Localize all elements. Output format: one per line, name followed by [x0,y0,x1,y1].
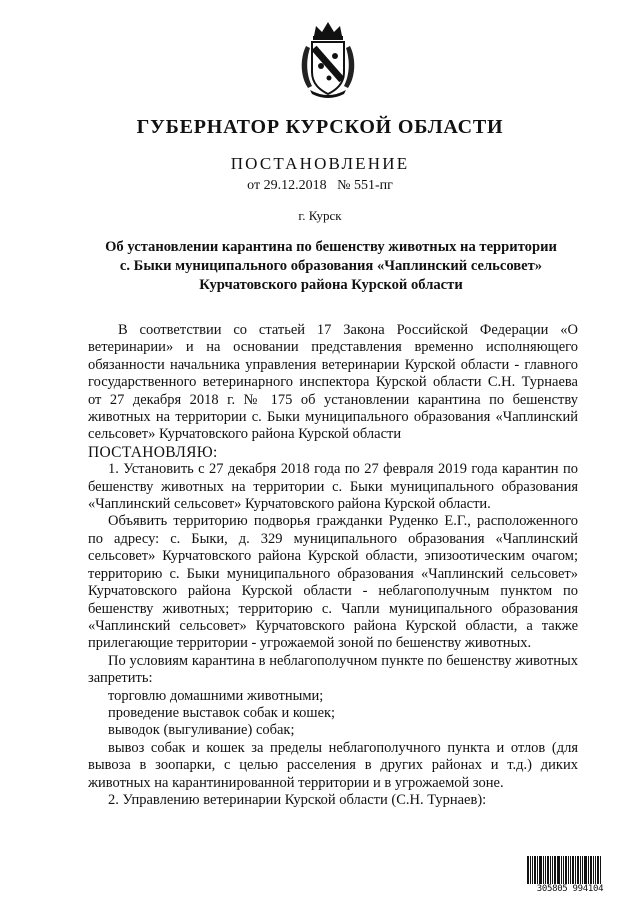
barcode-bar [600,856,601,884]
prohibition-item: выводок (выгуливание) собак; [108,722,295,739]
city-name: г. Курск [298,208,342,223]
heading-line: Курчатовского района Курской области [199,277,463,293]
barcode-bar [530,856,531,884]
document-heading [90,238,572,295]
barcode-bar [561,856,562,884]
barcode-bar [534,856,536,884]
barcode-bar [588,856,589,884]
document-type: ПОСТАНОВЛЕНИЕ [230,154,410,173]
authority-title: ГУБЕРНАТОР КУРСКОЙ ОБЛАСТИ [136,116,504,138]
barcode-bar [547,856,549,884]
barcode-bar [552,856,553,884]
clause-2-paragraph: 2. Управлению ветеринарии Курской области (С.Н. Турнаев): [108,791,487,808]
quarantine-zones-paragraph: Объявить территорию подворья гражданки Руденко Е.Г., расположенного по адресу: с. Быки, д. 329 муниципального образования «Чаплинский сельсовет» Курчатовского района Курской области, эпизоотическим очагом; территорию с. Быки муниципального образования «Чаплинский сельсовет» Курчатовского района Курской области - неблагополучным пунктом по бешенству животных; территорию с. Чапли муниципального образования «Чаплинский сельсовет» Курчатовского района Курской области, а также прилегающие территории - угрожаемой зоной по бешенству животных. [88,513,578,652]
barcode-bar [565,856,567,884]
resolve-word: ПОСТАНОВЛЯЮ: [88,443,218,461]
heading-line: Об установлении карантина по бешенству животных на территории [105,239,557,255]
barcode-bar [554,856,556,884]
barcode-bar [584,856,587,884]
coat-of-arms-emblem [296,18,360,98]
barcode-bar [543,856,544,884]
barcode-bar [595,856,596,884]
barcode-bar [570,856,571,884]
barcode-bar [582,856,583,884]
barcode-bar [557,856,560,884]
barcode-bar [539,856,542,884]
document-barcode [527,856,613,894]
barcode-bar [537,856,538,884]
barcode-bar [572,856,574,884]
document-body [88,322,578,809]
coat-of-arms-icon [296,18,360,98]
prohibitions-intro-paragraph: По условиям карантина в неблагополучном пункте по бешенству животных запретить: [88,652,578,687]
barcode-bar [575,856,576,884]
barcode-bar [597,856,599,884]
barcode-number: 305805 994104 [536,884,604,894]
barcode-bar [527,856,529,884]
barcode-bars [527,856,613,884]
barcode-bar [545,856,546,884]
prohibition-item: торговлю домашними животными; [108,687,324,704]
barcode-bar [577,856,579,884]
barcode-bar [568,856,569,884]
barcode-bar [593,856,594,884]
clause-1-paragraph: 1. Установить с 27 декабря 2018 года по 27 февраля 2019 года карантин по бешенству животных на территории с. Быки муниципального образования «Чаплинский сельсовет» Курчатовского района Курской области. [88,461,578,513]
barcode-bar [532,856,533,884]
preamble-paragraph: В соответствии со статьей 17 Закона Российской Федерации «О ветеринарии» и на основании представления временно исполняющего обязанности начальника управления ветеринарии Курской области - главного государственного ветеринарного инспектора Курской области С.Н. Турнаева от 27 декабря 2018 г. № 175 об установлении карантина по бешенству животных на территории с. Быки муниципального образования «Чаплинский сельсовет» Курчатовского района Курской области [88,322,578,443]
heading-line: с. Быки муниципального образования «Чаплинский сельсовет» [119,258,543,274]
barcode-bar [580,856,581,884]
barcode-bar [563,856,564,884]
date-and-number: от 29.12.2018 № 551-пг [247,178,393,193]
prohibition-item: проведение выставок собак и кошек; [108,704,336,721]
prohibition-item: вывоз собак и кошек за пределы неблагополучного пункта и отлов (для вывоза в зоопарки, с целью расселения в других районах и т.д.) диких животных на карантинированной территории и в угрожаемой зоне. [88,739,578,791]
barcode-bar [590,856,592,884]
barcode-bar [550,856,551,884]
